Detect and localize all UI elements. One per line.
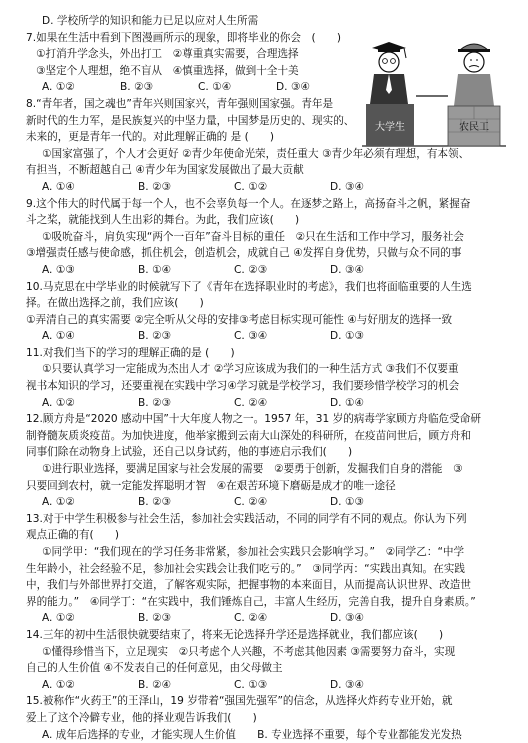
- q15-choices-ab: A. 成年后选择的专业，才能实现人生价值 B. 专业选择不重要，每个专业都能发光发热: [42, 728, 462, 741]
- choice-c: C. ①④: [198, 81, 232, 94]
- choice-d: D. ①③: [330, 330, 364, 343]
- choice-b: B. ②③: [120, 81, 153, 94]
- question-10-line-2: 择。在做出选择之前，我们应该( ): [26, 297, 204, 310]
- q9-choices: [26, 262, 510, 279]
- choice-a: A. ①②: [42, 678, 75, 691]
- q13-statement-2: 生年龄小，社会经验不足，参加社会实践会让我们吃亏的。” ③同学丙：“实践出真知。在实践: [26, 562, 465, 575]
- choice-d: D. ③④: [330, 263, 364, 276]
- choice-c: C. ②③: [234, 263, 268, 276]
- q11-statement-2: 视书本知识的学习，还要重视在实践中学习④学习就是学校学习，我们要珍惜学校学习的机会: [26, 380, 460, 393]
- q10-choices: [26, 328, 510, 345]
- q8-statement-2: 有担当，不断超越自己 ④青少年为国家发展做出了最大贡献: [26, 164, 304, 177]
- question-15: 15.被称作“火药王”的王泽山，19 岁带着“强国先强军”的信念，从选择火炸药专业开始，就: [26, 695, 453, 708]
- q12-statement-2: 只要回到农村，就一定能发挥聪明才智 ④在艰苦环境下磨砺是成才的唯一途径: [26, 479, 396, 492]
- q12-statement-1: ①进行职业选择，要满足国家与社会发展的需要 ②要勇于创新，发掘我们自身的潜能 ③: [42, 463, 463, 476]
- option-line-d: D. 学校所学的知识和能力已足以应对人生所需: [42, 15, 259, 27]
- q13-statement-4: 界的能力。” ④同学丁：“在实践中，我们锤炼自己，丰富人生经历，完善自我，提升自身素质。”: [26, 595, 476, 608]
- q9-statement-1: ①吸吮奋斗，肩负实现“两个一百年”奋斗目标的重任 ②只在生活和工作中学习，服务社会: [42, 230, 464, 243]
- q13-statement-1: ①同学甲：“我们现在的学习任务非常紧，参加社会实践只会影响学习。” ②同学乙：“中学: [42, 546, 465, 558]
- worker-figure: [448, 44, 500, 146]
- choice-d: D. ③④: [330, 678, 364, 691]
- choice-b: B. ②③: [138, 496, 171, 509]
- label-left: 大学生: [375, 122, 405, 133]
- choice-d: D. ③④: [276, 81, 310, 94]
- cartoon-illustration: [360, 34, 508, 150]
- choice-b: B. ②③: [138, 330, 171, 343]
- q8-choices: [26, 179, 510, 196]
- q13-statement-3: 中，我们与外部世界打交道，了解客观实际，把握事物的本来面目，从而提高认识世界、改造世: [26, 579, 471, 592]
- graduate-figure: [366, 42, 414, 146]
- question-8-line-2: 新时代的生力军，是民族复兴的中坚力量，中国梦是历史的、现实的、: [26, 114, 355, 127]
- choice-b: B. ②③: [138, 612, 171, 625]
- q11-statement-1: ①只要认真学习一定能成为杰出人才 ②学习应该成为我们的一种生活方式 ③我们不仅要重: [42, 363, 459, 376]
- q9-statement-2: ③增强责任感与使命感，抓住机会，创造机会，成就自己 ④发挥自身优势，只做与众不同的事: [26, 247, 462, 260]
- choice-c: C. ②④: [234, 496, 268, 509]
- question-12: 12.顾方舟是“2020 感动中国”十大年度人物之一。1957 年，31 岁的病毒学家顾方舟临危受命研: [26, 413, 481, 426]
- question-7: 7.如果在生活中看到下图漫画所示的现象，即将毕业的你会 ( ): [26, 31, 341, 44]
- q8-statement-1: ①国家富强了，个人才会更好 ②青少年使命光荣，责任重大 ③青少年必须有理想，有本领、: [42, 147, 470, 160]
- q12-choices: [26, 494, 510, 511]
- cartoon-drawing: [360, 34, 508, 150]
- question-15-line-2: 爱上了这个冷僻专业，他的择业观告诉我们( ): [26, 711, 257, 724]
- q13-choices: [26, 610, 510, 627]
- q11-choices: [26, 395, 510, 412]
- question-14: 14.三年的初中生活很快就要结束了，将来无论选择升学还是选择就业，我们都应该( ): [26, 628, 444, 641]
- choice-d: D. ①③: [330, 496, 364, 509]
- choice-b: B. ②④: [138, 678, 171, 691]
- choice-a: A. ①②: [42, 612, 75, 625]
- question-9: 9.这个伟大的时代属于每一个人，也不会辜负每一个人。在逐梦之路上，高扬奋斗之帆，紧握奋: [26, 197, 471, 210]
- choice-b: B. ②③: [138, 180, 171, 193]
- q10-statements: ①弄清自己的真实需要 ②完全听从父母的安排③考虑目标实现可能性 ④与好朋友的选择一致: [26, 313, 453, 326]
- choice-a: A. ①②: [42, 81, 75, 94]
- q14-choices: [26, 677, 510, 694]
- choice-a: A. ①④: [42, 180, 75, 193]
- choice-d: D. ①④: [330, 396, 364, 409]
- choice-a: A. ①④: [42, 330, 75, 343]
- choice-c: C. ②④: [234, 396, 268, 409]
- q7-statement-1: ①打消升学念头，外出打工 ②尊重真实需要，合理选择: [36, 48, 299, 61]
- question-8-line-3: 未来的，更是青年一代的。对此理解正确的 是 ( ): [26, 131, 275, 144]
- question-12-line-2: 制脊髓灰质炎疫苗。为加快进度，他举家搬到云南大山深处的科研所，在疫苗问世后，顾方舟和: [26, 429, 471, 442]
- question-9-line-2: 斗之桨，就能找到人生出彩的舞台。为此，我们应该( ): [26, 214, 300, 227]
- choice-c: C. ①③: [234, 678, 268, 691]
- question-8: 8.“青年者，国之魂也”青年兴则国家兴，青年强则国家强。青年是: [26, 97, 334, 110]
- choice-d: D. ③④: [330, 180, 364, 193]
- choice-c: C. ②④: [234, 612, 268, 625]
- choice-c: C. ③④: [234, 330, 268, 343]
- choice-a: A. ①②: [42, 496, 75, 509]
- question-10: 10.马克思在中学毕业的时候就写下了《青年在选择职业时的考虑》，我们也将面临重要的人生选: [26, 280, 472, 293]
- q14-statement-1: ①懂得珍惜当下，立足现实 ②只考虑个人兴趣，不考虑其他因素 ③需要努力奋斗，实现: [42, 645, 456, 658]
- question-13: 13.对于中学生积极参与社会生活，参加社会实践活动，不同的同学有不同的观点。你认为下列: [26, 512, 467, 525]
- choice-d: D. ③④: [330, 612, 364, 625]
- choice-b: B. ①④: [138, 263, 171, 276]
- question-13-line-2: 观点正确的有( ): [26, 529, 120, 542]
- choice-b: B. ②③: [138, 396, 171, 409]
- question-12-line-3: 同事们除在动物身上试验，还自己以身试药，他的事迹启示我们( ): [26, 446, 353, 459]
- q7-statement-2: ③坚定个人理想，绝不盲从 ④慎重选择，做到十全十美: [36, 64, 299, 77]
- label-right: 农民工: [459, 122, 489, 133]
- question-11: 11.对我们当下的学习的理解正确的是 ( ): [26, 346, 235, 359]
- q14-statement-2: 自己的人生价值 ④不发表自己的任何意见，由父母做主: [26, 662, 283, 675]
- choice-a: A. ①②: [42, 396, 75, 409]
- choice-a: A. ①③: [42, 263, 75, 276]
- choice-c: C. ①②: [234, 180, 268, 193]
